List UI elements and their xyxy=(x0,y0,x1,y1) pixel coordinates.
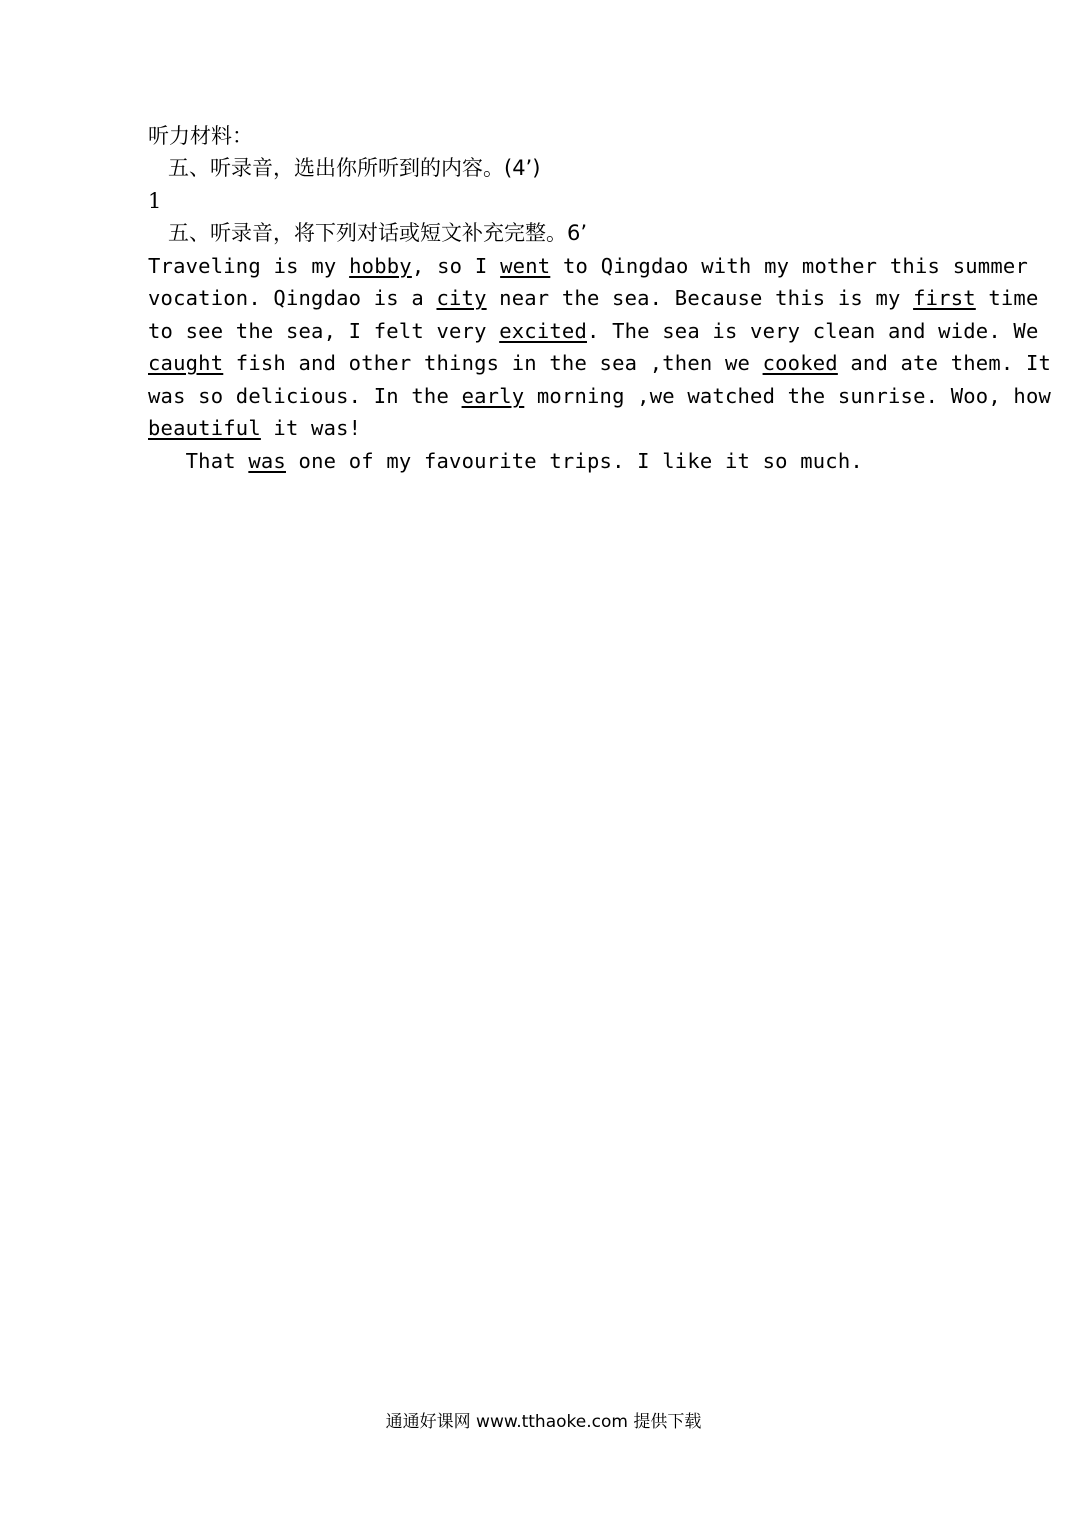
section-title-complete: 五、听录音，将下列对话或短文补充完整。6’ xyxy=(168,221,588,245)
passage-text: it was! xyxy=(260,416,362,440)
passage-line xyxy=(148,380,1052,412)
item-number: 1 xyxy=(148,189,162,213)
passage-text: vocation. Qingdao is a xyxy=(148,286,437,310)
answer-word: went xyxy=(500,254,551,278)
passage-text: near the sea. Because this is my xyxy=(486,286,914,310)
answer-word: excited xyxy=(499,319,587,343)
passage-text: to Qingdao with my mother this summer xyxy=(550,254,1028,278)
passage-line xyxy=(148,315,1039,347)
section-title-choose: 五、听录音，选出你所听到的内容。(4’) xyxy=(168,156,541,180)
passage-text: Traveling is my xyxy=(148,254,350,278)
passage-text: fish and other things in the sea ,then we xyxy=(223,351,763,375)
answer-word: cooked xyxy=(762,351,838,375)
answer-word: city xyxy=(436,286,487,310)
passage-text: was so delicious. In the xyxy=(148,384,462,408)
answer-word: caught xyxy=(148,351,224,375)
passage-text: That xyxy=(148,449,249,473)
passage-line xyxy=(148,250,1028,282)
answer-word: first xyxy=(913,286,976,310)
passage-text: to see the sea, I felt very xyxy=(148,319,500,343)
passage-text: , so I xyxy=(411,254,501,278)
passage-line xyxy=(148,445,1028,477)
passage-text: morning ,we watched the sunrise. Woo, how xyxy=(524,384,1052,408)
footer-credit: 通通好课网 www.tthaoke.com 提供下载 xyxy=(385,1412,702,1432)
answer-word: was xyxy=(248,449,286,473)
passage-line xyxy=(148,282,1039,314)
answer-word: hobby xyxy=(349,254,412,278)
passage-line xyxy=(148,412,1028,444)
passage-text: . The sea is very clean and wide. We xyxy=(586,319,1039,343)
passage-text: and ate them. It xyxy=(837,351,1052,375)
passage-text: one of my favourite trips. I like it so much. xyxy=(285,449,863,473)
passage-line xyxy=(148,347,1052,379)
answer-word: beautiful xyxy=(148,416,261,440)
heading: 听力材料： xyxy=(148,124,253,148)
answer-word: early xyxy=(461,384,525,408)
passage-text: time xyxy=(975,286,1039,310)
